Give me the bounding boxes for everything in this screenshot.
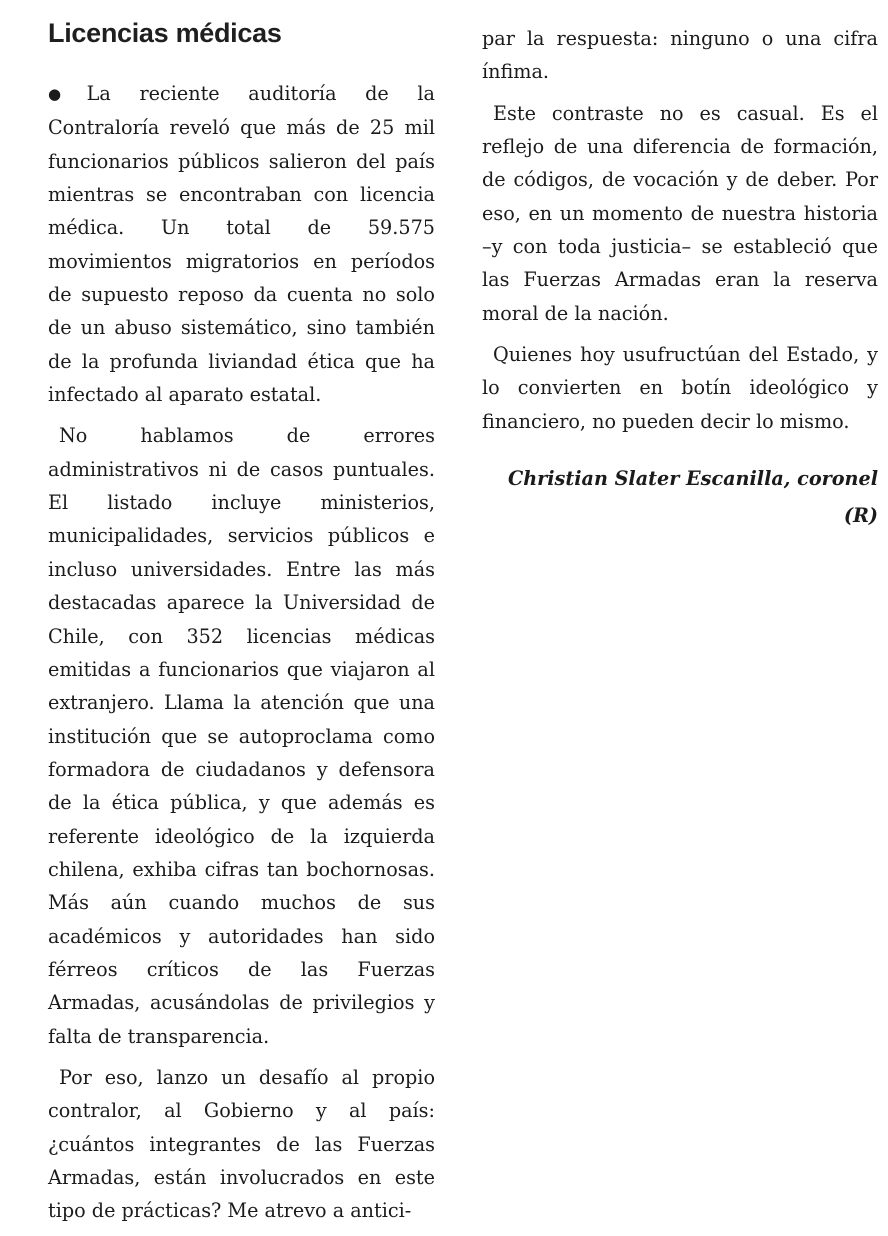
- paragraph-1-text: La reciente auditoría de la Contraloría reveló que más de 25 mil funcionarios públicos salieron del país mientras se encontraban con licencia médica. Un total de 59.575 movimientos migratorios en períodos de supuesto reposo da cuenta no solo de un abuso sistemático, sino también de la profunda liviandad ética que ha infectado al aparato estatal.: [48, 82, 435, 407]
- bullet-icon: ●: [48, 85, 84, 103]
- author-signature: Christian Slater Escanilla, coronel (R): [507, 467, 878, 528]
- paragraph-4: Este contraste no es casual. Es el reflejo de una diferencia de formación, de códigos, de vocación y de deber. Por eso, en un momento de nuestra historia –y con toda justicia– se estableció que las Fuerzas Armadas eran la reserva moral de la nación.: [482, 101, 878, 325]
- article-title: Licencias médicas: [48, 18, 282, 48]
- paragraph-5: Quienes hoy usufructúan del Estado, y lo convierten en botín ideológico y financiero, no pueden decir lo mismo.: [482, 343, 878, 433]
- left-column: [48, 0, 435, 1236]
- right-column: [482, 22, 878, 534]
- paragraph-3-part-1: Por eso, lanzo un desafío al propio contralor, al Gobierno y al país: ¿cuántos integrantes de las Fuerzas Armadas, están involucrados en este tipo de prácticas? Me atrevo a antici-: [48, 1065, 435, 1223]
- paragraph-1: [48, 77, 435, 411]
- paragraph-2: No hablamos de errores administrativos ni de casos puntuales. El listado incluye ministerios, municipalidades, servicios públicos e incluso universidades. Entre las más destacadas aparece la Universidad de Chile, con 352 licencias médicas emitidas a funcionarios que viajaron al extranjero. Llama la atención que una institución que se autoproclama como formadora de ciudadanos y defensora de la ética pública, y que además es referente ideológico de la izquierda chilena, exhiba cifras tan bochornosas. Más aún cuando muchos de sus académicos y autoridades han sido férreos críticos de las Fuerzas Armadas, acusándolas de privilegios y falta de transparencia.: [48, 424, 435, 1048]
- paragraph-3-part-2: par la respuesta: ninguno o una cifra ínfima.: [482, 27, 878, 84]
